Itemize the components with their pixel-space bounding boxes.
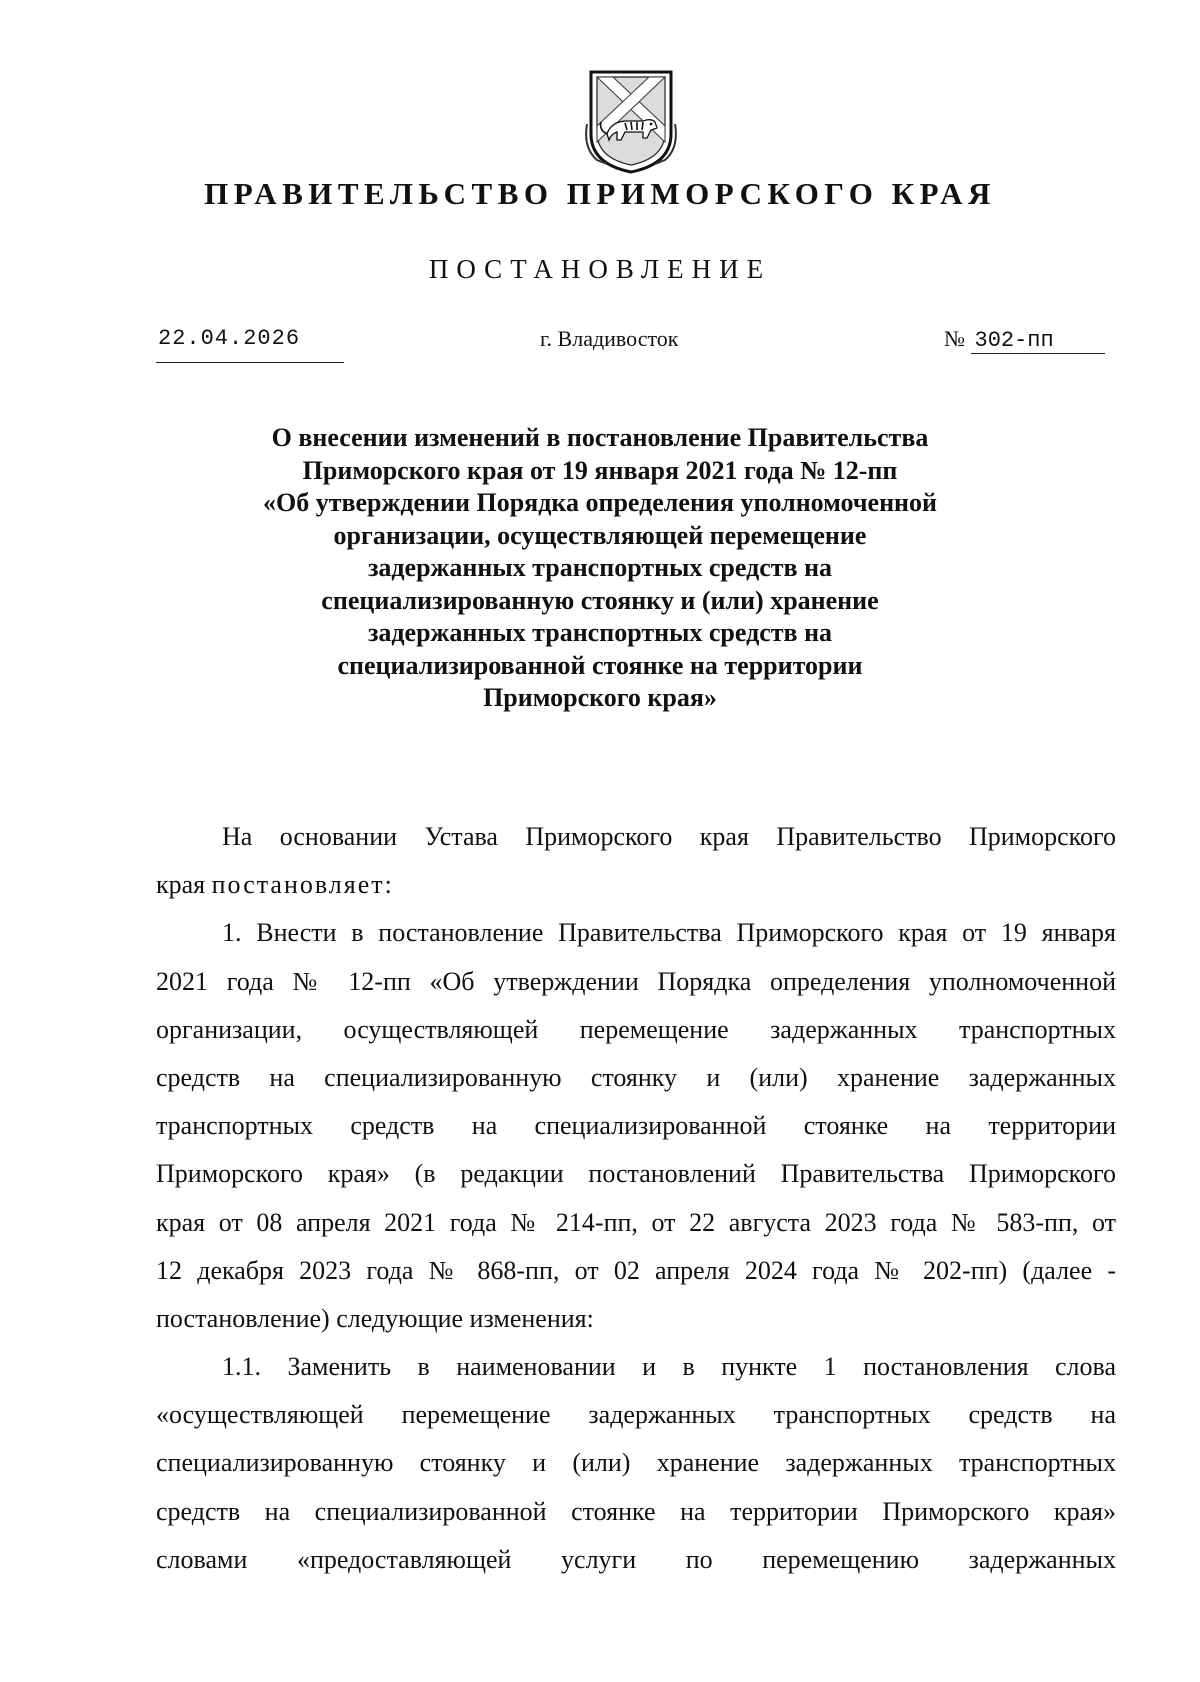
paragraph-1-line: 2021 года № 12-пп «Об утверждении Порядка определения уполномоченной bbox=[156, 966, 1116, 996]
heading-line: специализированной стоянке на территории bbox=[337, 650, 863, 680]
preamble-text: края bbox=[156, 870, 212, 900]
preamble-line bbox=[156, 861, 1116, 909]
heading-line: задержанных транспортных средств на bbox=[367, 618, 833, 647]
paragraph-1-1-line: средств на специализированной стоянке на территории Приморского края» bbox=[156, 1496, 1116, 1526]
paragraph-1-line: организации, осуществляющей перемещение задержанных транспортных bbox=[156, 1014, 1116, 1044]
number-sign: № bbox=[944, 326, 965, 351]
document-date: 22.04.2026 bbox=[156, 326, 344, 363]
paragraph-1-1-line: словами «предоставляющей услуги по перемещению задержанных bbox=[156, 1544, 1116, 1574]
preamble-line: На основании Устава Приморского края Правительство Приморского bbox=[222, 822, 1116, 851]
paragraph-1-line: 12 декабря 2023 года № 868-пп, от 02 апреля 2024 года № 202-пп) (далее - bbox=[156, 1255, 1116, 1285]
paragraph-1-line: 1. Внести в постановление Правительства Приморского края от 19 января bbox=[222, 918, 1116, 948]
document-body bbox=[156, 813, 1116, 1584]
document-heading bbox=[200, 422, 1000, 715]
decree-word: постановляет: bbox=[211, 870, 394, 900]
heading-line: Приморского края» bbox=[483, 683, 717, 712]
paragraph-1-1-line: специализированную стоянку и (или) хранение задержанных транспортных bbox=[156, 1448, 1116, 1478]
government-title: ПРАВИТЕЛЬСТВО ПРИМОРСКОГО КРАЯ bbox=[204, 176, 996, 211]
document-city: г. Владивосток bbox=[540, 326, 679, 351]
paragraph-1-line: средств на специализированную стоянку и (или) хранение задержанных bbox=[156, 1062, 1116, 1092]
paragraph-1-line: Приморского края» (в редакции постановлений Правительства Приморского bbox=[156, 1159, 1116, 1189]
document-type: ПОСТАНОВЛЕНИЕ bbox=[428, 254, 772, 284]
paragraph-1-line: постановление) следующие изменения: bbox=[156, 1303, 594, 1333]
heading-line: О внесении изменений в постановление Правительства bbox=[271, 423, 929, 452]
number-value: 302-пп bbox=[971, 328, 1105, 354]
heading-line: специализированную стоянку и (или) хранение bbox=[321, 585, 879, 615]
heading-line: Приморского края от 19 января 2021 года № 12-пп bbox=[302, 455, 898, 485]
paragraph-1-line: транспортных средств на специализированной стоянке на территории bbox=[156, 1111, 1116, 1141]
heading-line: задержанных транспортных средств на bbox=[367, 553, 833, 582]
paragraph-1-1-line: «осуществляющей перемещение задержанных транспортных средств на bbox=[156, 1400, 1116, 1430]
coat-of-arms-icon bbox=[585, 64, 677, 176]
heading-line: организации, осуществляющей перемещение bbox=[333, 520, 867, 550]
paragraph-1-line: края от 08 апреля 2021 года № 214-пп, от 22 августа 2023 года № 583-пп, от bbox=[156, 1207, 1116, 1237]
heading-line: «Об утверждении Порядка определения уполномоченной bbox=[262, 488, 938, 517]
document-number bbox=[944, 326, 1116, 362]
paragraph-1-1-line: 1.1. Заменить в наименовании и в пункте 1 постановления слова bbox=[222, 1352, 1116, 1382]
